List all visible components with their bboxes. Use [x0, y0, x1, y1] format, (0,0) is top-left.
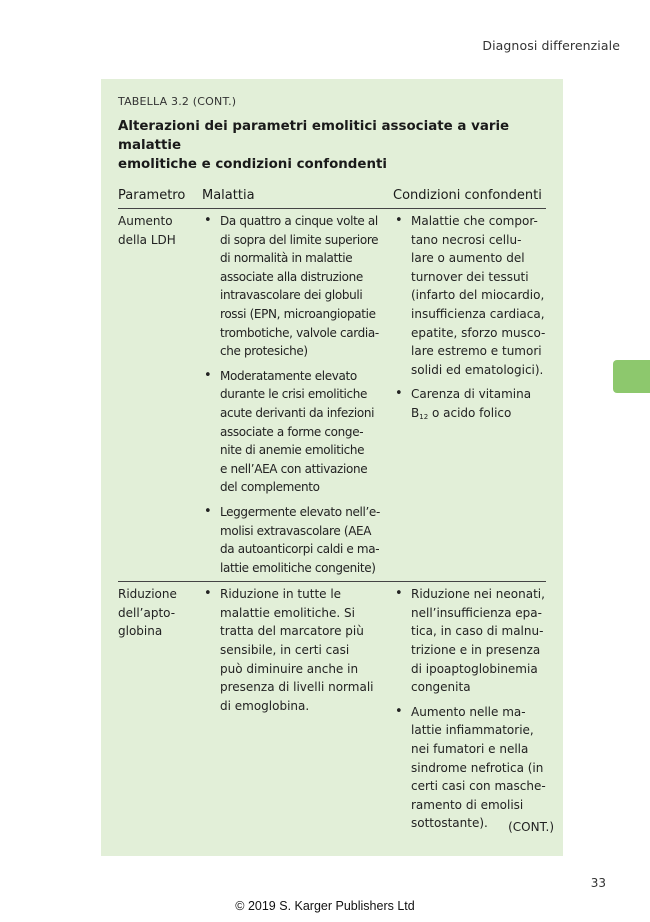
parameter-cell [118, 585, 202, 839]
column-header-disease: Malattia [202, 188, 255, 203]
parameter-line: Riduzione [118, 587, 177, 602]
text-line: • Da quattro a cinque volte al [220, 214, 378, 228]
confounding-bullet-item [393, 703, 546, 833]
text-line: ramento di emolisi [411, 797, 524, 812]
text-line: solidi ed ematologici). [411, 362, 544, 377]
text-line: certi casi con masche- [411, 779, 546, 794]
text-line: molisi extravascolare (AEA [220, 523, 372, 538]
text-line: lare o aumento del [411, 251, 525, 266]
disease-bullet-item [202, 503, 393, 577]
page-number: 33 [590, 876, 606, 890]
text-line: sensibile, in certi casi [220, 643, 350, 658]
text-line: trizione e in presenza [411, 643, 541, 658]
text-line: lare estremo e tumori [411, 344, 542, 359]
table-row-ldh [118, 209, 546, 582]
disease-bullet-item [202, 585, 393, 715]
table-title [118, 117, 546, 174]
parameter-line: Aumento [118, 214, 173, 228]
text-line: rossi (EPN, microangiopatie [220, 306, 376, 321]
text-line: acute derivanti da infezioni [220, 405, 375, 420]
table-number: TABELLA 3.2 (CONT.) [118, 95, 237, 108]
vitamin-rest: o acido folico [428, 405, 512, 420]
text-line: durante le crisi emolitiche [220, 387, 368, 402]
text-line: • Riduzione nei neonati, [411, 587, 545, 602]
confounding-bullet-item [393, 585, 546, 697]
table-panel [101, 79, 563, 856]
text-line: turnover dei tessuti [411, 269, 529, 284]
text-line: • Riduzione in tutte le [220, 587, 342, 602]
confounding-bullet-item [393, 212, 546, 379]
text-line: tica, in caso di malnu- [411, 624, 544, 639]
text-line: associate alla distruzione [220, 269, 363, 284]
text-line: da autoanticorpi caldi e ma- [220, 542, 380, 557]
text-line: può diminuire anche in [220, 661, 359, 676]
text-line: intravascolare dei globuli [220, 288, 363, 303]
text-line: lattie emolitiche congenite) [220, 560, 376, 575]
text-line: malattie emolitiche. Si [220, 605, 355, 620]
parameter-line: dell’apto- [118, 605, 176, 620]
text-line: nite di anemie emolitiche [220, 443, 365, 458]
text-line: insufficienza cardiaca, [411, 306, 545, 321]
copyright-notice: © 2019 S. Karger Publishers Ltd [235, 899, 415, 913]
text-line: di ipoaptoglobinemia [411, 661, 538, 676]
disease-cell [202, 585, 393, 839]
text-line: congenita [411, 680, 471, 695]
disease-bullet-item [202, 212, 393, 361]
confounding-cell [393, 585, 546, 839]
column-header-parameter: Parametro [118, 188, 186, 203]
text-line [411, 404, 546, 427]
text-line: di normalità in malattie [220, 251, 353, 266]
text-line: • Carenza di vitamina [411, 387, 532, 402]
text-line: nei fumatori e nella [411, 742, 529, 757]
text-line: • Moderatamente elevato [220, 368, 357, 383]
confounding-bullet-item [393, 385, 546, 426]
text-line: epatite, sforzo musco- [411, 325, 546, 340]
text-line: sottostante). [411, 816, 488, 831]
continued-marker: (CONT.) [508, 820, 554, 834]
text-line: sindrome nefrotica (in [411, 760, 544, 775]
text-line: di sopra del limite superiore [220, 232, 379, 247]
text-line: presenza di livelli normali [220, 680, 374, 695]
text-line: associate a forme conge- [220, 424, 364, 439]
parameter-cell [118, 212, 202, 577]
text-line: del complemento [220, 480, 320, 495]
chapter-side-tab [613, 360, 650, 393]
text-line: trombotiche, valvole cardia- [220, 325, 379, 340]
vitamin-subscript: 12 [419, 412, 429, 421]
text-line: lattie infiammatorie, [411, 723, 534, 738]
table-title-line: emolitiche e condizioni confondenti [118, 157, 387, 172]
parameter-line: globina [118, 624, 163, 639]
confounding-cell [393, 212, 546, 577]
text-line: • Aumento nelle ma- [411, 704, 526, 719]
disease-bullet-item [202, 367, 393, 497]
text-line: tano necrosi cellu- [411, 232, 522, 247]
text-line: nell’insufficienza epa- [411, 605, 542, 620]
vitamin-letter: B [411, 405, 420, 420]
column-header-confounding: Condizioni confondenti [393, 188, 542, 203]
table-content [118, 95, 546, 839]
text-line: • Malattie che compor- [411, 214, 538, 228]
text-line: di emoglobina. [220, 698, 310, 713]
text-line: e nell’AEA con attivazione [220, 461, 368, 476]
table-title-line: Alterazioni dei parametri emolitici associate a varie malattie [118, 119, 510, 153]
text-line: (infarto del miocardio, [411, 288, 545, 303]
table-header-row [118, 188, 546, 209]
text-line: che protesiche) [220, 344, 308, 359]
parameter-line: della LDH [118, 232, 176, 247]
running-header: Diagnosi differenziale [482, 38, 620, 53]
text-line: tratta del marcatore più [220, 624, 364, 639]
disease-cell [202, 212, 393, 577]
text-line: • Leggermente elevato nell’e- [220, 504, 380, 519]
table-row-haptoglobin [118, 582, 546, 839]
